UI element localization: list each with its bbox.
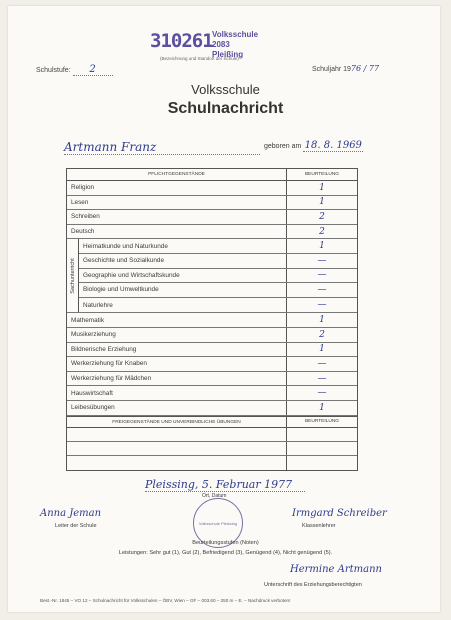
leiter-signature: Anna Jeman [40,508,102,519]
stamp-line1: Volksschule [212,30,259,39]
free-row [67,456,357,470]
subject-name: Werkerziehung für Mädchen [67,372,287,386]
stamp-line2: 2083 Pleißing [212,40,244,59]
subject-name: Biologie und Umweltkunde [79,283,287,297]
subject-grade: 1 [319,315,325,326]
sachunterricht-group [67,239,357,313]
grade-row [67,401,357,416]
grade-row [79,269,357,284]
subject-name: Geographie und Wirtschaftskunde [79,269,287,283]
grade-row [67,196,357,211]
subject-grade: 1 [319,182,325,193]
grade-row [79,254,357,269]
subject-grade: — [317,284,327,295]
schuljahr-label: Schuljahr 19 [312,66,351,73]
stamp-caption: (Bezeichnung und Standort der Schule) [160,56,239,61]
subject-name: Leibesübungen [67,401,287,415]
subject-grade: — [317,388,327,399]
grade-row [67,372,357,387]
lehrer-signature: Irmgard Schreiber [292,508,387,519]
subject-grade: 2 [319,211,325,222]
place-date-caption: Ort, Datum [202,493,227,499]
schulstufe-value: 2 [73,64,113,76]
subject-name: Religion [67,181,287,195]
grades-header [67,169,357,181]
stamp-number: 310261 [150,30,213,52]
subject-grade: 1 [319,402,325,413]
schulstufe [36,64,113,76]
grade-row [67,386,357,401]
legend-text: Leistungen: Sehr gut (1), Gut (2), Befriedigend (3), Genügend (4), Nicht genügend (5). [118,550,333,556]
grade-row [67,343,357,358]
grade-row [67,357,357,372]
subject-grade: — [317,255,327,266]
header-grade: BEURTEILUNG [304,172,340,177]
sachunterricht-side [67,239,79,312]
subject-name: Geschichte und Sozialkunde [79,254,287,268]
subject-name: Naturlehre [79,298,287,313]
lehrer-caption: Klassenlehrer [302,523,336,529]
subject-grade: — [317,300,327,311]
born-label: geboren am [264,143,302,150]
schuljahr-value: 76 / 77 [350,64,380,73]
grade-row [79,298,357,313]
print-footer: Best.-Nr. 1845 – VO 12 – Schulnachricht für Volksschulen – ÖBV, Wien – GF – 003.60 – 250 m – E. – Nachdruck verboten! [40,598,291,603]
subject-grade: 1 [319,241,325,252]
grade-row [67,328,357,343]
subject-name: Musikerziehung [67,328,287,342]
header-free: FREIGEGENSTÄNDE UND UNVERBINDLICHE ÜBUNGEN [67,417,287,427]
grade-row [67,313,357,328]
grade-row [79,283,357,298]
header-free-grade: BEURTEILUNG [304,419,340,424]
sachunterricht-label: Sachunterricht [69,258,76,294]
free-row [67,428,357,442]
grade-row [79,239,357,254]
free-header [67,416,357,428]
document-title: Schulnachricht [167,100,284,117]
subject-name: Bildnerische Erziehung [67,343,287,357]
subject-grade: 1 [319,344,325,355]
subject-name: Deutsch [67,225,287,239]
born-value: 18. 8. 1969 [304,140,362,151]
parent-caption: Unterschrift des Erziehungsberechtigten [264,582,362,588]
grades-table [66,168,358,471]
subject-name: Schreiben [67,210,287,224]
leiter-caption: Leiter der Schule [55,523,97,529]
schulstufe-label: Schulstufe: [36,67,71,74]
place-date [145,478,305,492]
subject-name: Mathematik [67,313,287,327]
header-subject: PFLICHTGEGENSTÄNDE [67,169,287,180]
subject-name: Heimatkunde und Naturkunde [79,239,287,253]
free-row [67,442,357,456]
place-date-value: Pleissing, 5. Februar 1977 [145,478,305,492]
subject-grade: — [317,373,327,384]
subject-grade: 2 [319,329,325,340]
subject-grade: — [317,358,327,369]
school-seal: Volksschule Pleissing [193,498,243,548]
subject-name: Hauswirtschaft [67,386,287,400]
grade-row [67,210,357,225]
parent-signature: Hermine Artmann [290,564,382,575]
student-name-line [64,140,260,155]
student-name: Artmann Franz [64,140,260,155]
subject-name: Lesen [67,196,287,210]
school-type-title: Volksschule [191,82,260,97]
subject-grade: — [317,270,327,281]
grade-row [67,181,357,196]
grade-row [67,225,357,240]
subject-grade: 1 [319,197,325,208]
birth-line [264,140,363,152]
subject-grade: 2 [319,226,325,237]
legend-title: Beurteilungsstufen (Noten) [192,540,259,546]
subject-name: Werkerziehung für Knaben [67,357,287,371]
schuljahr [312,64,379,73]
